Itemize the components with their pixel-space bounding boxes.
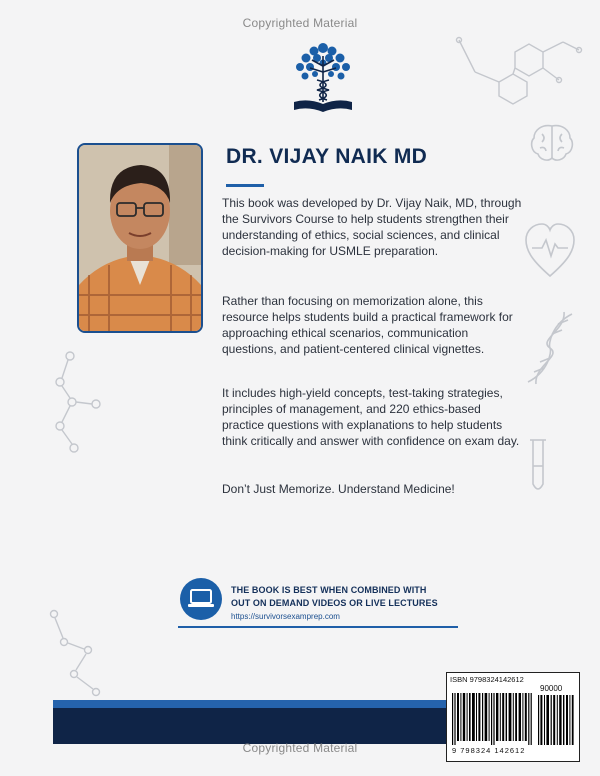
description-paragraph-3: It includes high-yield concepts, test-taking strategies, principles of management, and 220 ethics-based practice questions with explanations to help students think critically and answer with confidence on exam day. — [222, 386, 520, 448]
molecule-chain-left-icon — [50, 350, 105, 455]
copyright-watermark-bottom: Copyrighted Material — [242, 741, 358, 755]
heartbeat-icon — [524, 222, 576, 280]
author-portrait — [79, 145, 201, 331]
caduceus-tree-book-logo — [288, 36, 358, 116]
footer-band-accent — [53, 700, 448, 708]
molecule-icon — [455, 32, 590, 107]
promo-heading-line-1: THE BOOK IS BEST WHEN COMBINED WITH — [231, 585, 427, 595]
molecule-chain-bottom-icon — [48, 608, 103, 698]
price-code: 90000 — [540, 684, 563, 693]
description-paragraph-1: This book was developed by Dr. Vijay Naik, MD, through the Survivors Course to help students strengthen their understanding of ethics, social sciences, and clinical decision-making for USMLE preparation. — [222, 196, 522, 258]
author-photo — [77, 143, 203, 333]
heading-accent-bar — [226, 184, 264, 187]
laptop-icon — [180, 578, 222, 620]
isbn-digits: 9 798324 142612 — [452, 746, 526, 755]
footer-band-navy — [53, 708, 448, 744]
price-barcode — [538, 693, 574, 745]
promo-heading-line-2: OUT ON DEMAND VIDEOS OR LIVE LECTURES — [231, 598, 438, 608]
promo-underline — [178, 626, 458, 628]
copyright-watermark-top: Copyrighted Material — [242, 16, 358, 30]
isbn-barcode — [452, 693, 534, 745]
promo-website-link[interactable]: https://survivorsexamprep.com — [231, 612, 340, 621]
tagline: Don’t Just Memorize. Understand Medicine! — [222, 482, 455, 496]
brain-icon — [528, 122, 576, 164]
dna-icon — [522, 310, 578, 386]
description-paragraph-2: Rather than focusing on memorization alone, this resource helps students build a practical framework for approaching ethical scenarios, communication questions, and patient-centered clinical vignettes. — [222, 294, 513, 356]
test-tube-icon — [528, 438, 548, 494]
author-name: DR. VIJAY NAIK MD — [226, 145, 428, 168]
isbn-label: ISBN 9798324142612 — [450, 675, 524, 684]
